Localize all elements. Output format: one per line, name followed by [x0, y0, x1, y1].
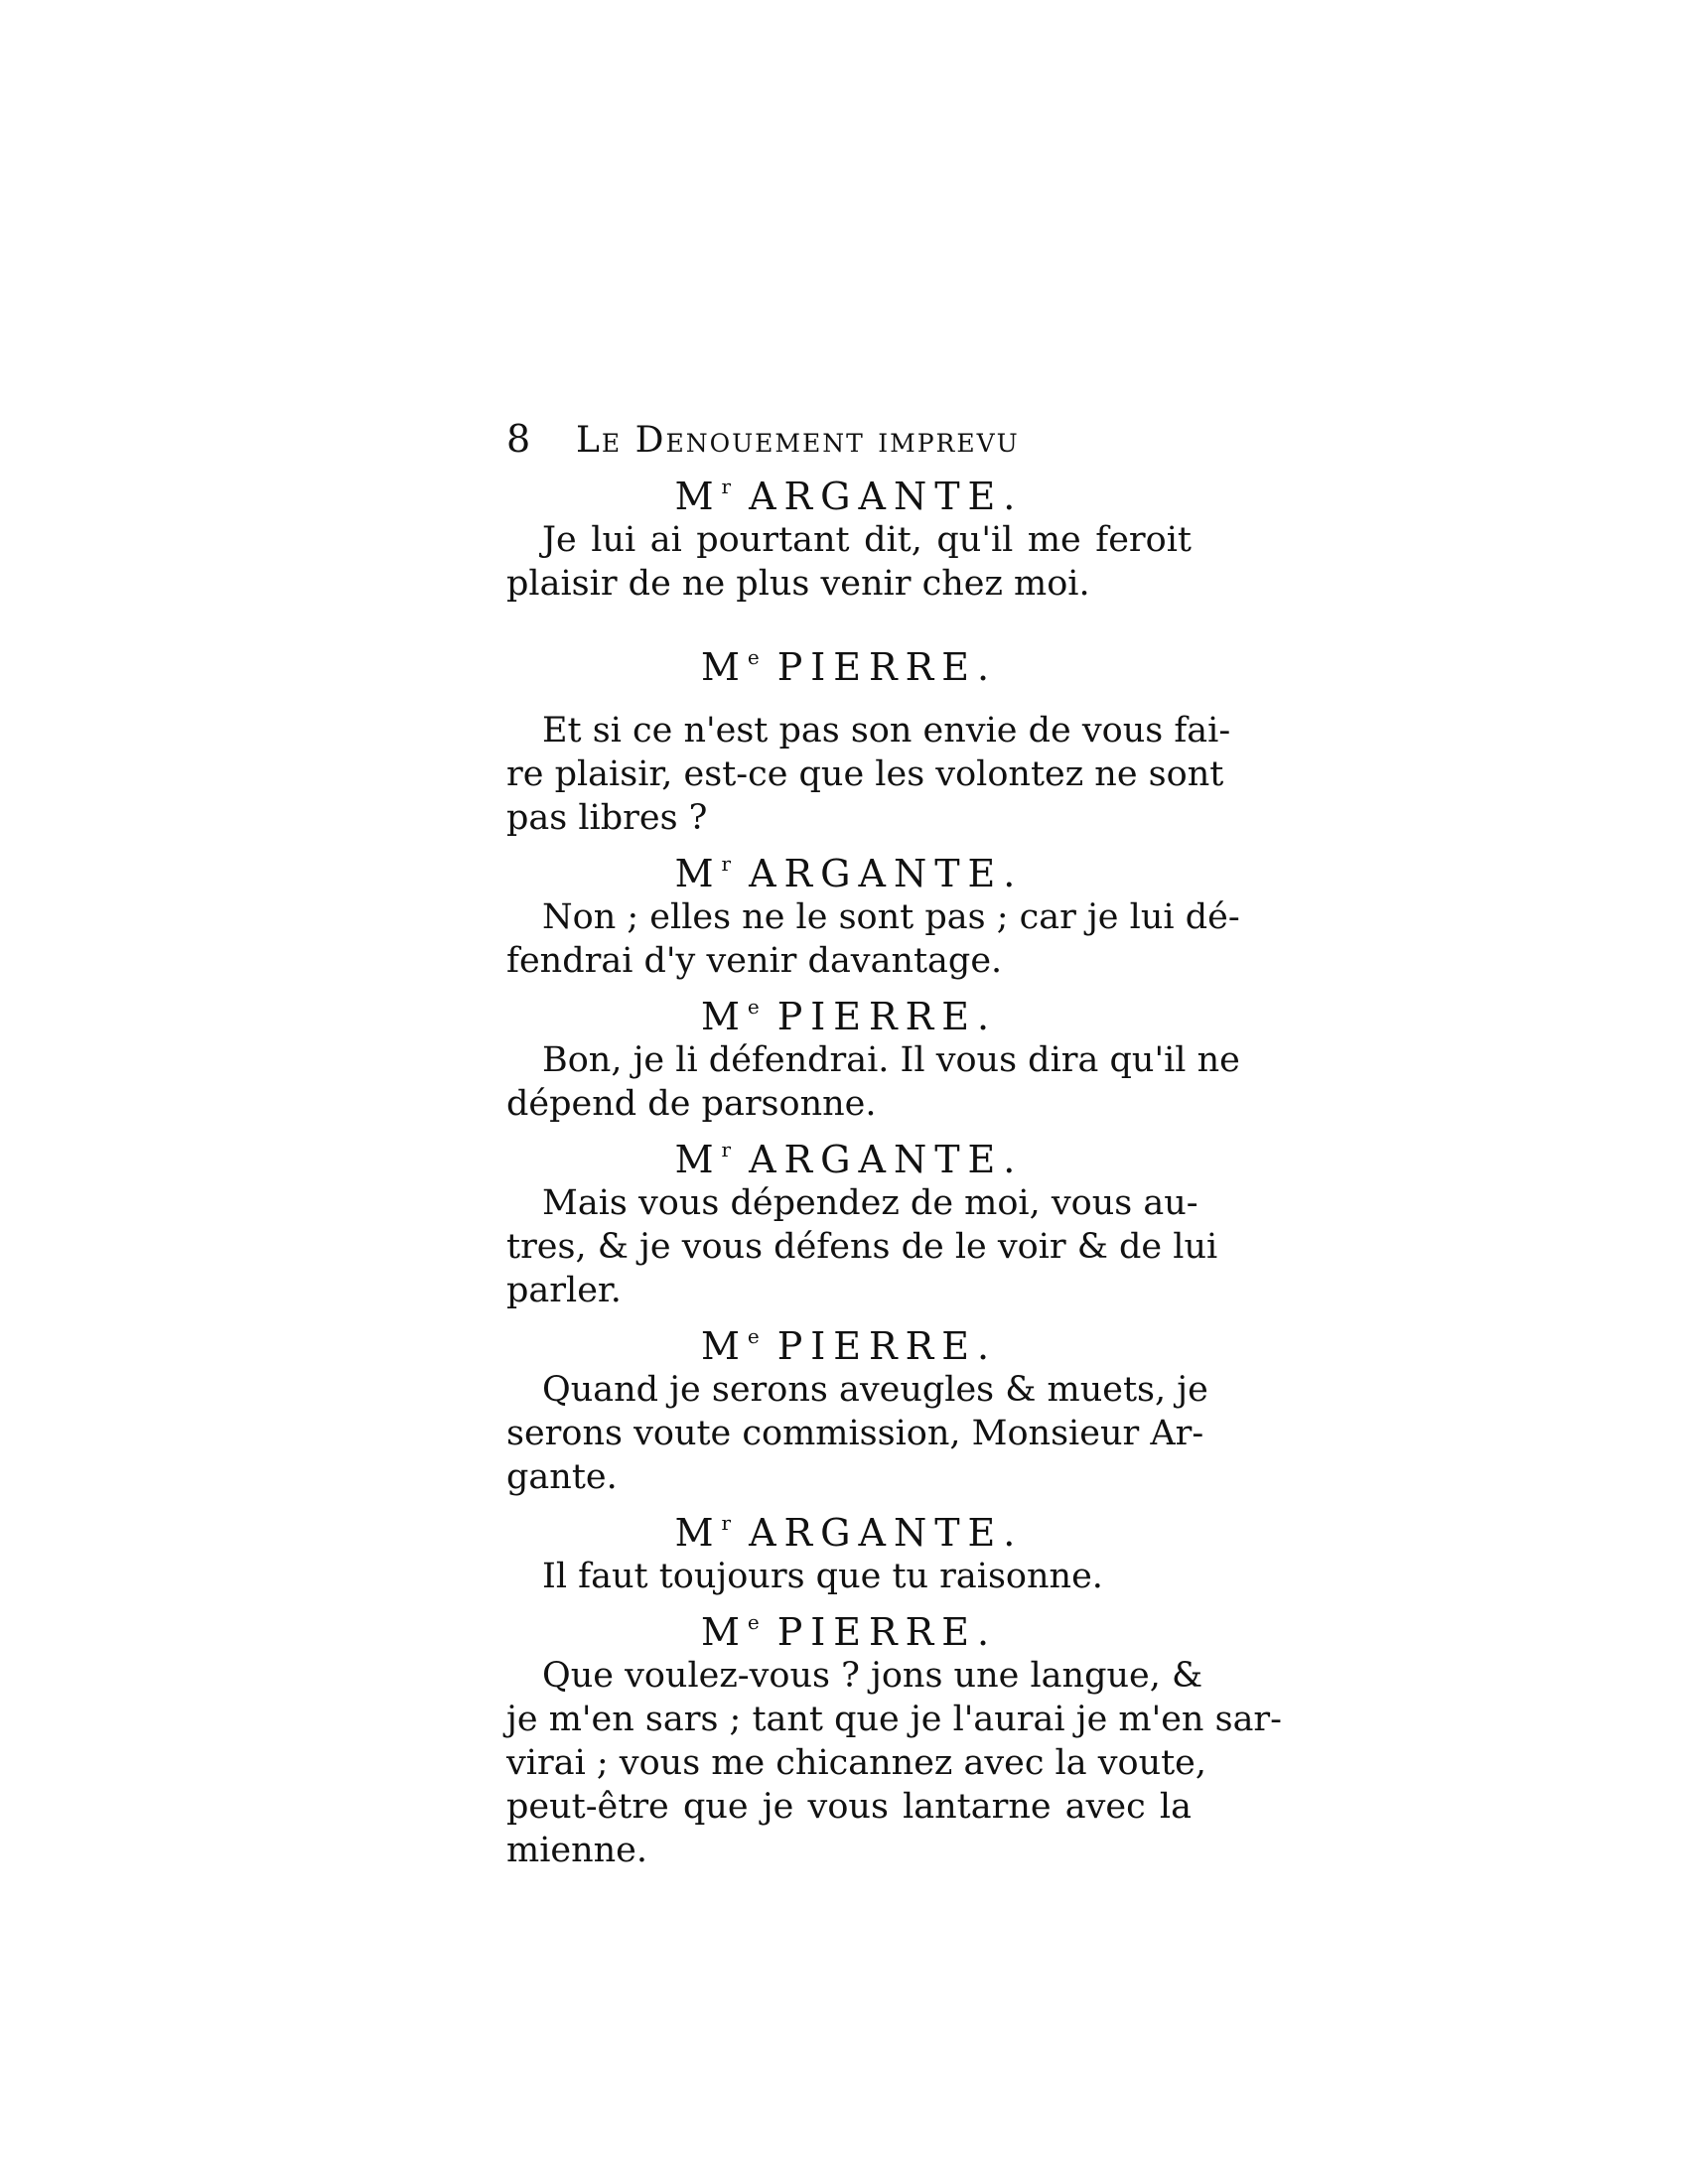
speech-line: plaisir de ne plus venir chez moi. [506, 564, 1090, 604]
speech-line: Il faut toujours que tu raisonne. [542, 1557, 1103, 1596]
speaker-name: ARGANTE. [749, 475, 1024, 518]
speech-text [506, 895, 1240, 983]
speech-line: Non ; elles ne le sont pas ; car je lui dé- [542, 897, 1240, 937]
speaker-name: PIERRE. [776, 645, 998, 689]
speaker-title-superscript: e [747, 1610, 760, 1634]
speaker-title-superscript: r [721, 475, 732, 498]
running-head [506, 417, 1192, 463]
speaker-title: M [674, 1511, 722, 1555]
speech-line: peut-être que je vous lantarne avec la [506, 1787, 1192, 1827]
speaker-title: M [674, 475, 722, 518]
speech-line: Et si ce n'est pas son envie de vous fai- [542, 711, 1231, 751]
speech-line: pas libres ? [506, 798, 708, 838]
speech-text [506, 1181, 1218, 1312]
speech-text [506, 709, 1231, 840]
speech-line: dépend de parsonne. [506, 1084, 877, 1124]
speaker-heading [506, 1128, 1192, 1181]
speech-line: Mais vous dépendez de moi, vous au- [542, 1183, 1198, 1223]
speech-text [506, 518, 1192, 606]
speaker-name: ARGANTE. [749, 852, 1024, 895]
speaker-title: M [674, 852, 722, 895]
speaker-title-superscript: e [747, 1324, 760, 1348]
speech-line: fendrai d'y venir davantage. [506, 941, 1003, 981]
speaker-name: PIERRE. [776, 1324, 998, 1368]
speech-line: Quand je serons aveugles & muets, je [542, 1370, 1208, 1410]
speaker-heading [506, 1314, 1192, 1368]
speaker-title-superscript: r [721, 1511, 732, 1535]
speaker-name: PIERRE. [776, 1610, 998, 1654]
speaker-title-superscript: e [747, 645, 760, 669]
speaker-title-superscript: e [747, 995, 760, 1019]
speech-line: mienne. [506, 1831, 648, 1870]
speaker-title: M [700, 1610, 748, 1654]
speech-line: re plaisir, est-ce que les volontez ne sont [506, 754, 1224, 794]
speaker-heading [506, 465, 1192, 518]
speech-text [506, 1368, 1208, 1499]
speech-line: parler. [506, 1271, 622, 1310]
speech-line: Bon, je li défendrai. Il vous dira qu'il ne [542, 1040, 1240, 1080]
speaker-title: M [700, 995, 748, 1038]
speech-line: tres, & je vous défens de le voir & de lui [506, 1227, 1218, 1267]
speaker-name: ARGANTE. [749, 1138, 1024, 1181]
speech-text [506, 1038, 1240, 1126]
speaker-name: ARGANTE. [749, 1511, 1024, 1555]
speaker-heading [506, 985, 1192, 1038]
speaker-name: PIERRE. [776, 995, 998, 1038]
speaker-title: M [700, 1324, 748, 1368]
speech-line: gante. [506, 1457, 618, 1497]
speech-line: je m'en sars ; tant que je l'aurai je m'en sar- [506, 1700, 1282, 1739]
book-page [506, 417, 1282, 1872]
speaker-heading [506, 1501, 1192, 1555]
running-title: Le Denouement imprevu [576, 420, 1020, 461]
speaker-heading [506, 842, 1192, 895]
speech-line: Je lui ai pourtant dit, qu'il me feroit [542, 520, 1192, 560]
speaker-title: M [674, 1138, 722, 1181]
speaker-title-superscript: r [721, 1138, 732, 1161]
speaker-heading [506, 635, 1192, 689]
speech-line: Que voulez-vous ? jons une langue, & [542, 1656, 1203, 1696]
speech-line: virai ; vous me chicannez avec la voute, [506, 1743, 1207, 1783]
speaker-title: M [700, 645, 748, 689]
dialogue [506, 465, 1282, 1872]
speaker-heading [506, 1600, 1192, 1654]
speaker-title-superscript: r [721, 852, 732, 876]
page-number: 8 [506, 417, 532, 461]
speech-text [506, 1654, 1282, 1872]
speech-text [506, 1555, 1192, 1598]
speech-line: serons voute commission, Monsieur Ar- [506, 1414, 1204, 1453]
